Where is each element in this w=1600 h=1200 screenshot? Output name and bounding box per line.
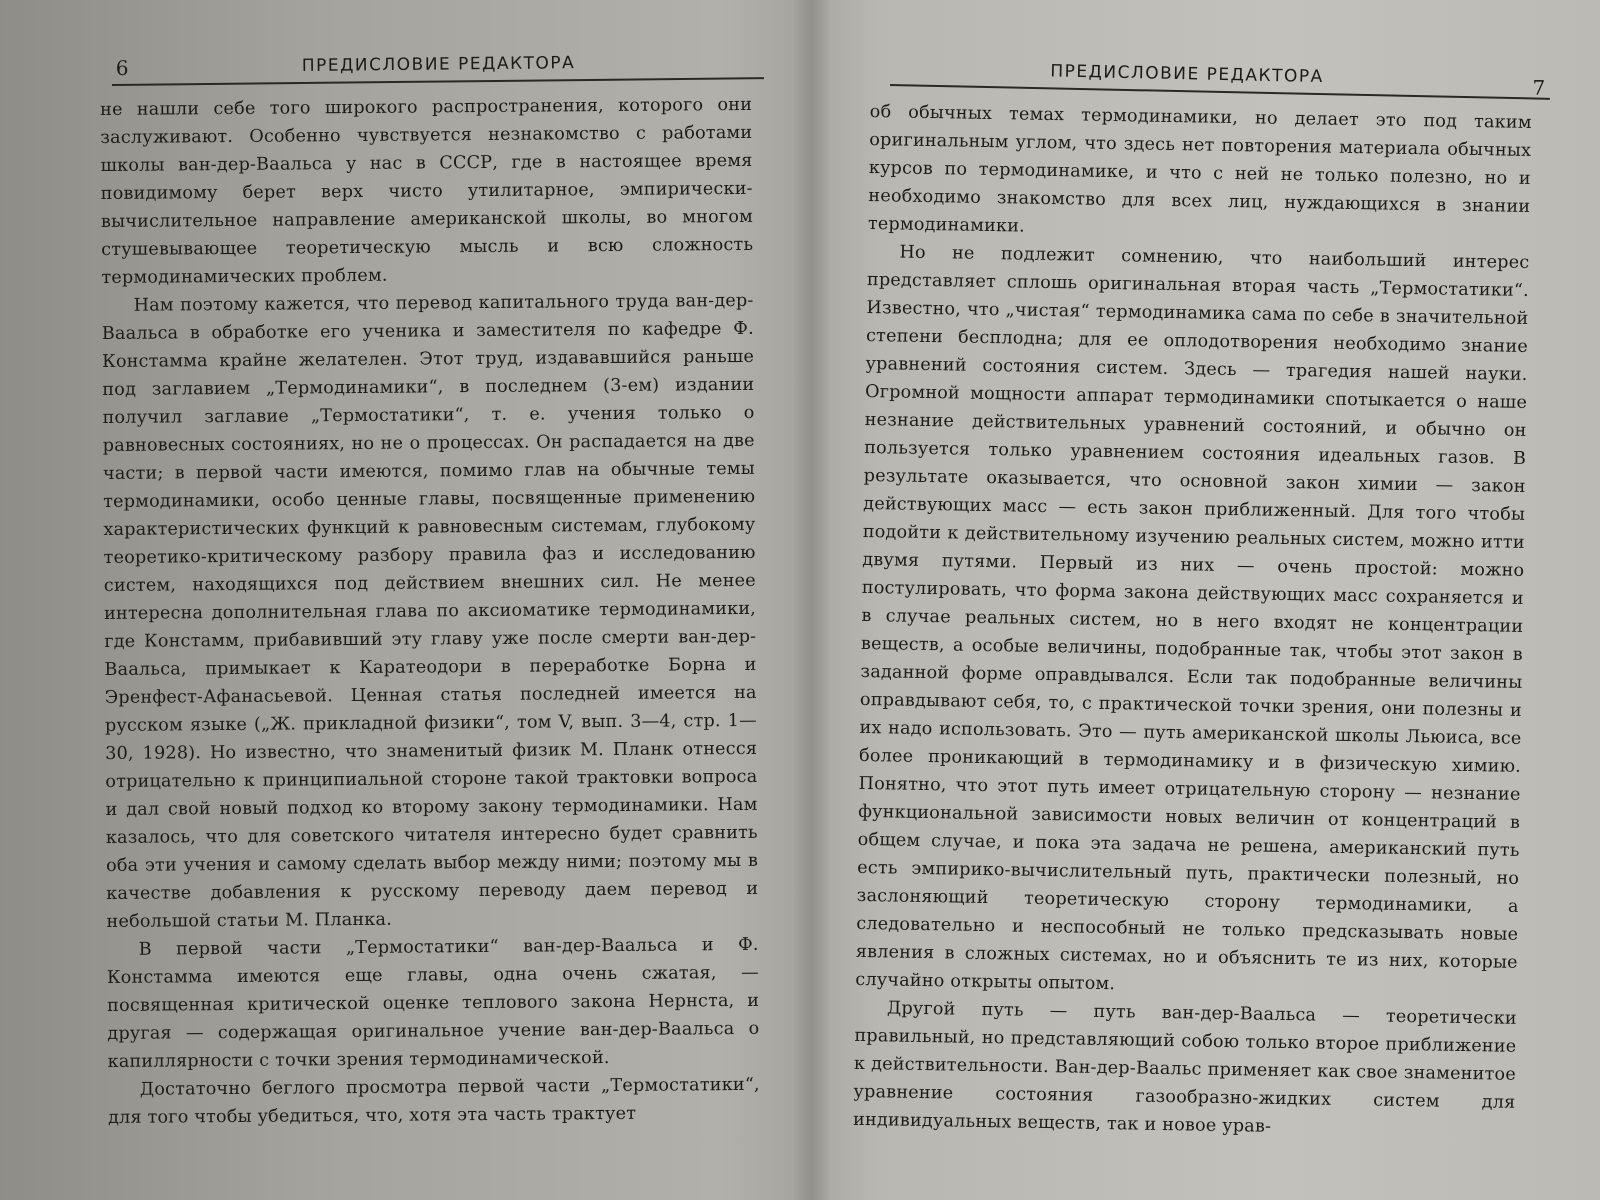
left-page-header	[112, 37, 764, 86]
left-paragraph-1: не нашли себе того широкого распространения, которого они заслуживают. Особенно чувствуется незнакомство с работами школы ван-дер-Ваальса у нас в СССР, где в настоящее время повидимому берет верх чисто утилитарное, эмпирически-вычислительное направление американской школы, во многом стушевывающее теоретическую мысль и всю сложность термодинамических проблем.	[100, 94, 754, 288]
left-page-number: 6	[115, 55, 130, 80]
left-paragraph-3: В первой части „Термостатики“ ван-дер-Ваальса и Ф. Констамма имеются еще главы, одна очень сжатая, — посвященная критической оценке теплового закона Нернста, и другая — содержащая оригинальное учение ван-дер-Ваальса о капиллярности с точки зрения термодинамической.	[106, 934, 760, 1072]
right-running-title: ПРЕДИСЛОВИЕ РЕДАКТОРА	[1050, 61, 1324, 88]
left-paragraph-4: Достаточно беглого просмотра первой части „Термостатики“, для того чтобы убедиться, что, хотя эта часть трактует	[107, 1074, 760, 1128]
right-paragraph-1: об обычных темах термодинамики, но делает это под таким оригинальным углом, что здесь нет повторения материала обычных курсов по термодинамике, и что с ней не только полезно, но и необходимо знакомство для всех лиц, нуждающихся в знании термодинамики.	[867, 101, 1532, 237]
right-page	[820, 0, 1600, 1200]
left-page-body	[100, 91, 760, 1132]
left-running-title: ПРЕДИСЛОВИЕ РЕДАКТОРА	[301, 53, 576, 77]
right-page-body	[853, 98, 1532, 1145]
right-page-number: 7	[1532, 75, 1547, 100]
right-page-header	[890, 44, 1551, 100]
right-paragraph-3: Другой путь — путь ван-дер-Ваальса — теоретически правильный, но представляющий собою только второе приближение к действительности. Ван-дер-Ваальс применяет как свое знаменитое уравнение состояния газообразно-жидких систем для индивидуальных веществ, так и новое урав-	[852, 998, 1517, 1137]
right-paragraph-2: Но не подлежит сомнению, что наибольший интерес представляет сплошь оригинальная вторая часть „Термостатики“. Известно, что „чистая“ термодинамика сама по себе в значительной степени бесплодна; для ее оплодотворения необходимо знание уравнений состояния систем. Здесь — трагедия нашей науки. Огромной мощности аппарат термодинамики спотыкается о наше незнание действительных уравнений состояний, и обычно он пользуется только уравнением состояния идеальных газов. В результате оказывается, что основной закон химии — закон действующих масс — есть закон приближенный. Для того чтобы подойти к действительному изучению реальных систем, можно итти двумя путями. Первый из них — очень простой: можно постулировать, что форма закона действующих масс сохраняется и в случае реальных систем, но в него входят не концентрации веществ, а особые величины, подобранные так, чтобы этот закон в заданной форме оправдывался. Если так подобранные величины оправдывают себя, то, с практической точки зрения, они полезны и их надо использовать. Это — путь американской школы Льюиса, все более проникающий в термодинамику и в физическую химию. Понятно, что этот путь имеет отрицательную сторону — незнание функциональной зависимости новых величин от концентраций в общем случае, и пока эта задача не решена, американский путь есть эмпирико-вычислительный путь, практически полезный, но заслоняющий теоретическую сторону термодинамики, а следовательно и неспособный не только предсказывать новые явления в сложных системах, но и объяснить те из них, которые случайно открыты опытом.	[855, 242, 1530, 995]
left-paragraph-2: Нам поэтому кажется, что перевод капитального труда ван-дер-Ваальса в обработке его ученика и заместителя по кафедре Ф. Констамма крайне желателен. Этот труд, издававшийся раньше под заглавием „Термодинамики“, в последнем (3-ем) издании получил заглавие „Термостатики“, т. е. учения только о равновесных состояниях, но не о процессах. Он распадается на две части; в первой части имеются, помимо глав на обычные темы термодинамики, особо ценные главы, посвященные применению характеристических функций к равновесным системам, глубокому теоретико-критическому разбору правила фаз и исследованию систем, находящихся под действием внешних сил. Не менее интересна дополнительная глава по аксиоматике термодинамики, где Констамм, прибавивший эту главу уже после смерти ван-дер-Ваальса, примыкает к Каратеодори в переработке Борна и Эренфест-Афанасьевой. Ценная статья последней имеется на русском языке („Ж. прикладной физики“, том V, вып. 3—4, стр. 1—30, 1928). Но известно, что знаменитый физик М. Планк отнесся отрицательно к принципиальной стороне такой трактовки вопроса и дал свой новый подход ко второму закону термодинамики. Нам казалось, что для советского читателя интересно будет сравнить оба эти учения и самому сделать выбор между ними; поэтому мы в качестве добавления к русскому переводу даем перевод и небольшой статьи М. Планка.	[101, 290, 759, 932]
